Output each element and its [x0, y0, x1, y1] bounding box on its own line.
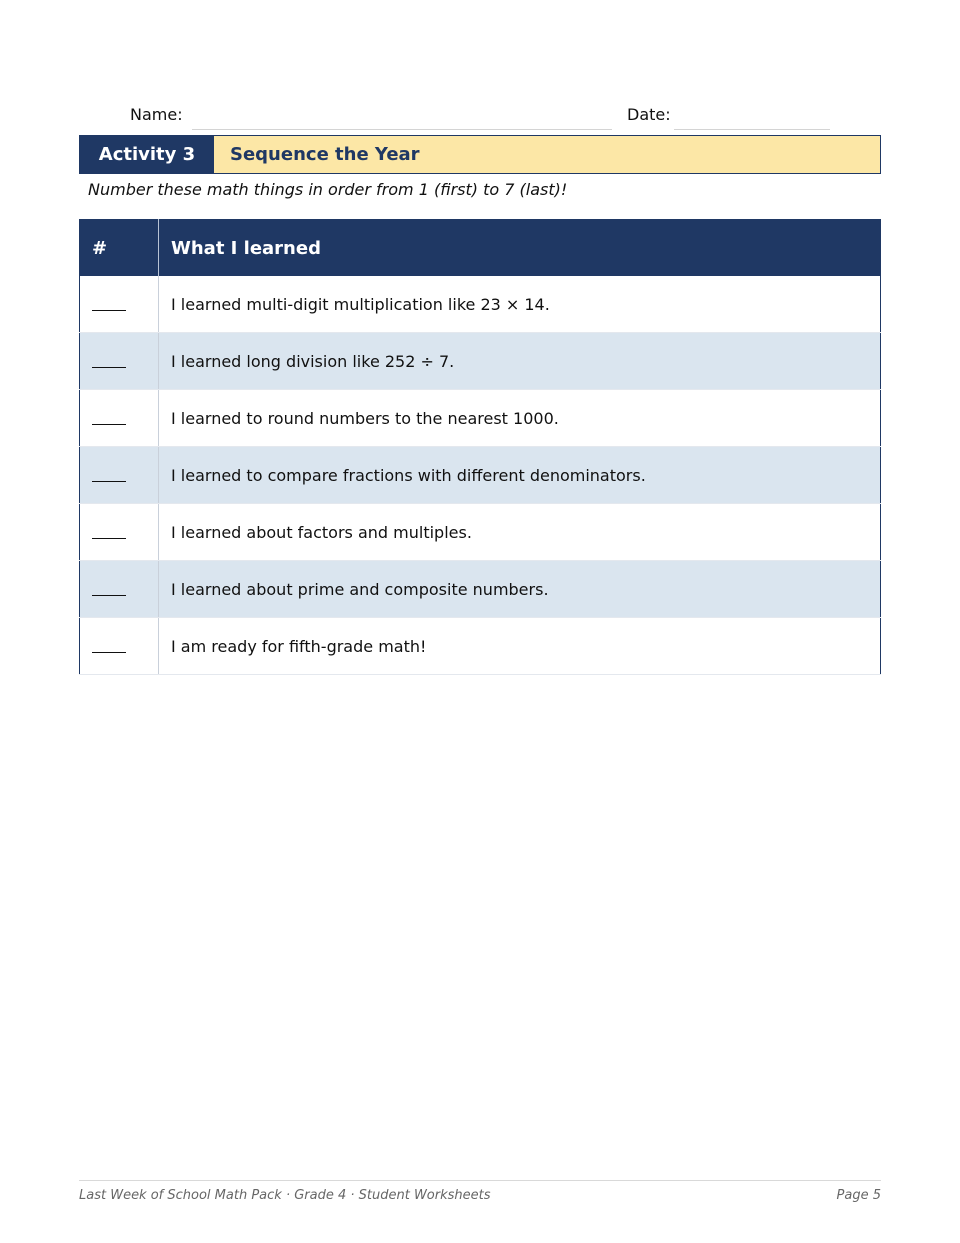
- column-header-learned: What I learned: [159, 220, 881, 277]
- name-label: Name:: [130, 105, 183, 124]
- order-blank-cell[interactable]: [80, 618, 159, 675]
- learned-item: I learned to round numbers to the nearest 1000.: [159, 390, 881, 447]
- table-row: [80, 447, 881, 504]
- learned-item: I learned long division like 252 ÷ 7.: [159, 333, 881, 390]
- table-row: [80, 561, 881, 618]
- footer-title: Last Week of School Math Pack · Grade 4 · Student Worksheets: [79, 1188, 491, 1203]
- instructions: Number these math things in order from 1 (first) to 7 (last)!: [88, 180, 568, 199]
- order-blank[interactable]: [92, 367, 126, 368]
- activity-header: [79, 135, 881, 174]
- order-blank[interactable]: [92, 310, 126, 311]
- learned-item: I am ready for fifth-grade math!: [159, 618, 881, 675]
- table-header-row: [80, 220, 881, 277]
- name-field[interactable]: [192, 129, 612, 130]
- order-blank-cell[interactable]: [80, 504, 159, 561]
- order-blank-cell[interactable]: [80, 390, 159, 447]
- order-blank[interactable]: [92, 424, 126, 425]
- table-row: [80, 333, 881, 390]
- table-row: [80, 276, 881, 333]
- order-blank[interactable]: [92, 481, 126, 482]
- name-date-row: [130, 105, 830, 130]
- order-blank[interactable]: [92, 538, 126, 539]
- column-header-number: #: [80, 220, 159, 277]
- order-blank-cell[interactable]: [80, 333, 159, 390]
- order-blank[interactable]: [92, 595, 126, 596]
- learned-item: I learned multi-digit multiplication like 23 × 14.: [159, 276, 881, 333]
- order-blank-cell[interactable]: [80, 447, 159, 504]
- table-row: [80, 390, 881, 447]
- activity-title: Sequence the Year: [214, 136, 880, 173]
- table-row: [80, 504, 881, 561]
- order-blank-cell[interactable]: [80, 276, 159, 333]
- date-label: Date:: [627, 105, 671, 124]
- date-field[interactable]: [674, 129, 830, 130]
- activity-tag: Activity 3: [80, 136, 214, 173]
- page-number: Page 5: [836, 1188, 881, 1203]
- order-blank[interactable]: [92, 652, 126, 653]
- learned-item: I learned to compare fractions with different denominators.: [159, 447, 881, 504]
- learned-item: I learned about factors and multiples.: [159, 504, 881, 561]
- sequence-table: [79, 219, 881, 675]
- table-row: [80, 618, 881, 675]
- page-footer: [79, 1180, 881, 1203]
- order-blank-cell[interactable]: [80, 561, 159, 618]
- learned-item: I learned about prime and composite numbers.: [159, 561, 881, 618]
